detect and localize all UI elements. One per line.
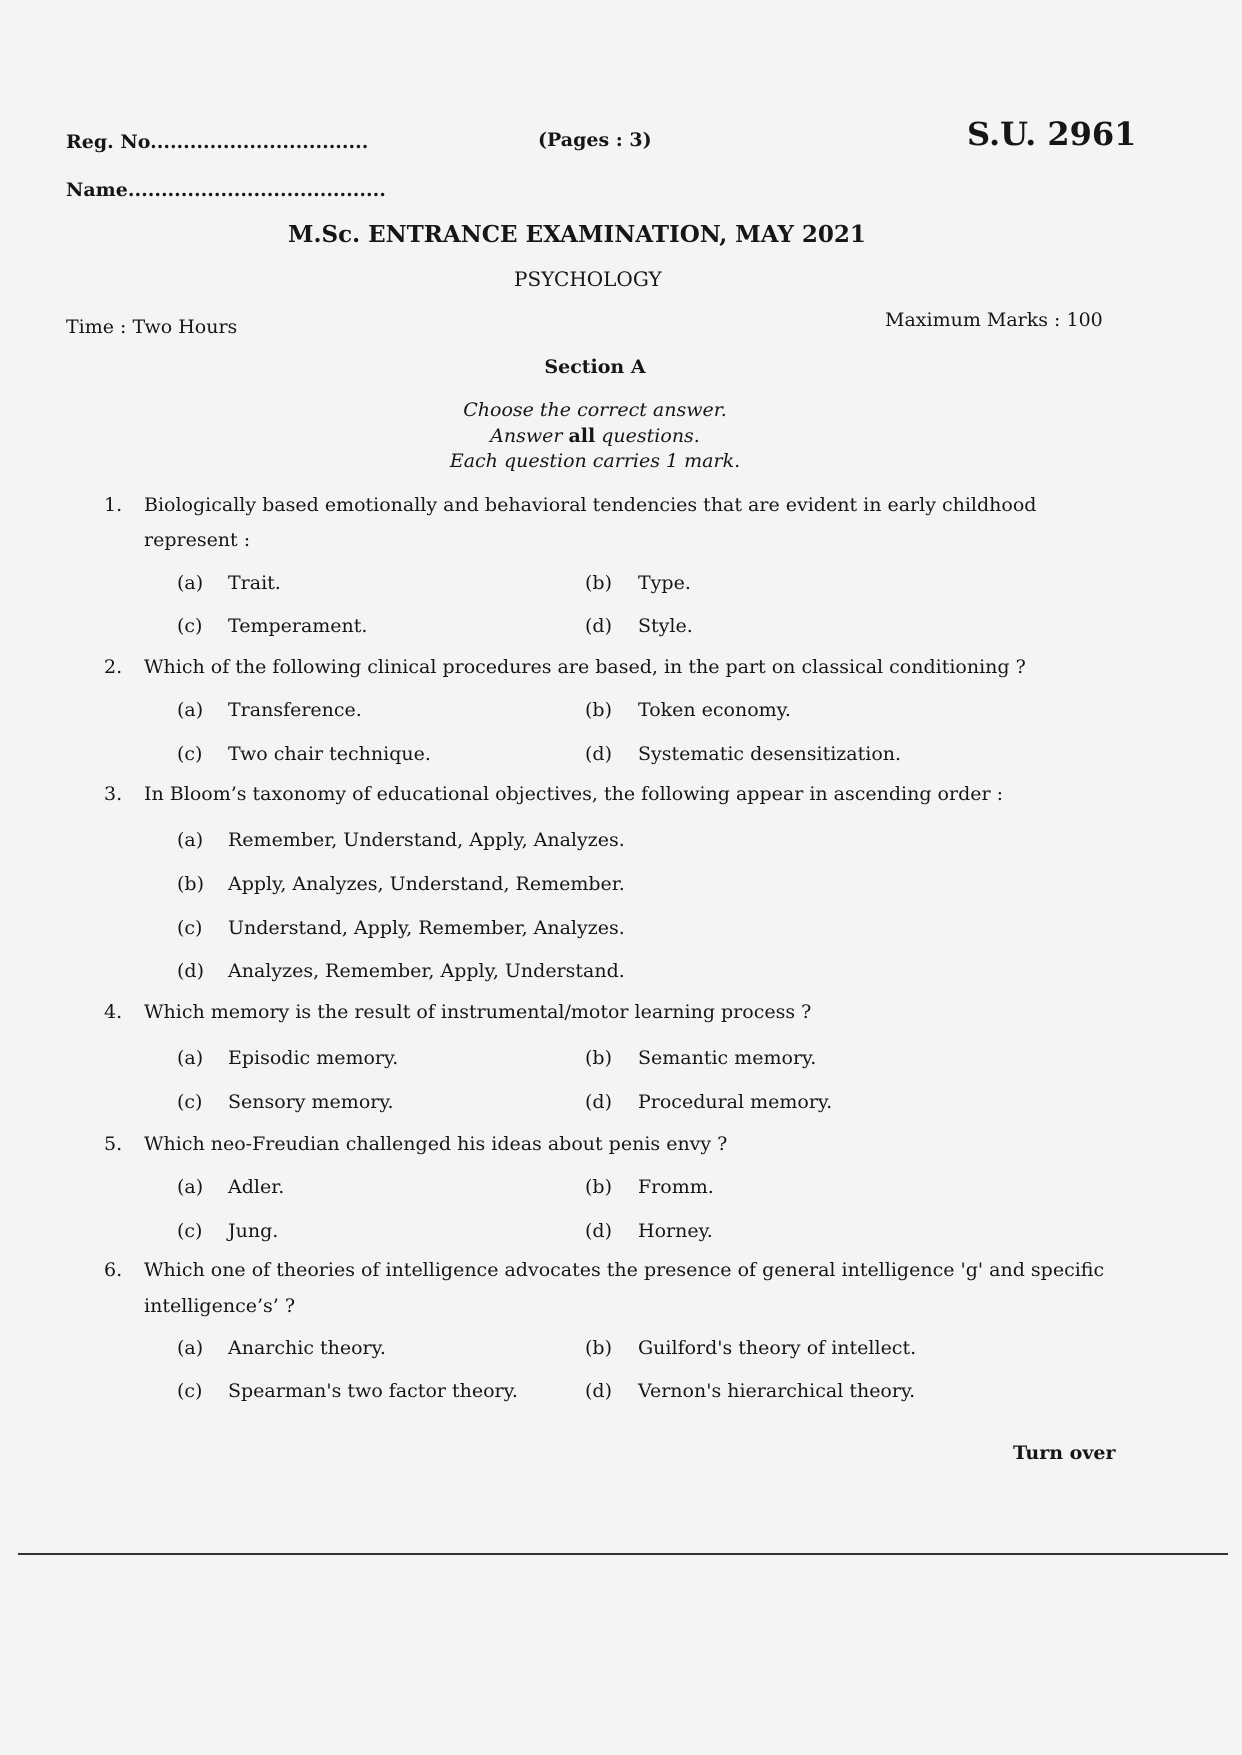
option-label: (d): [585, 1091, 612, 1113]
option-text: Adler.: [228, 1176, 285, 1198]
pages-count: (Pages : 3): [538, 129, 652, 151]
option-text: Apply, Analyzes, Understand, Remember.: [228, 873, 625, 895]
option-text: Transference.: [228, 699, 362, 721]
turn-over: Turn over: [1013, 1442, 1116, 1464]
option-label: (a): [177, 699, 204, 721]
question-number: 2.: [104, 656, 123, 678]
reg-no-field: Reg. No.................................: [66, 131, 369, 153]
option-text: Style.: [638, 615, 693, 637]
option-text: Guilford's theory of intellect.: [638, 1337, 917, 1359]
bottom-rule: [18, 1553, 1228, 1555]
instruction-3: Each question carries 1 mark.: [449, 450, 741, 472]
option-label: (c): [177, 917, 203, 939]
option-label: (b): [585, 1337, 612, 1359]
option-label: (b): [585, 1047, 612, 1069]
option-label: (b): [585, 572, 612, 594]
option-label: (c): [177, 615, 203, 637]
question-number: 3.: [104, 783, 123, 805]
option-text: Vernon's hierarchical theory.: [638, 1380, 916, 1402]
option-text: Sensory memory.: [228, 1091, 394, 1113]
option-text: Fromm.: [638, 1176, 714, 1198]
option-label: (c): [177, 1220, 203, 1242]
option-label: (a): [177, 829, 204, 851]
option-label: (c): [177, 1091, 203, 1113]
option-text: Two chair technique.: [228, 743, 431, 765]
option-label: (a): [177, 572, 204, 594]
instruction-1: Choose the correct answer.: [463, 399, 727, 421]
option-text: Semantic memory.: [638, 1047, 817, 1069]
option-text: Jung.: [228, 1220, 279, 1242]
option-label: (d): [585, 743, 612, 765]
question-text-continued: represent :: [144, 529, 251, 551]
option-text: Anarchic theory.: [228, 1337, 386, 1359]
option-text: Systematic desensitization.: [638, 743, 902, 765]
option-text: Understand, Apply, Remember, Analyzes.: [228, 917, 625, 939]
question-text: Biologically based emotionally and behavioral tendencies that are evident in early childhood: [144, 494, 1037, 516]
question-number: 1.: [104, 494, 123, 516]
question-number: 5.: [104, 1133, 123, 1155]
instruction-2: [0, 427, 1190, 446]
question-number: 4.: [104, 1001, 123, 1023]
instruction-2-post: questions.: [595, 425, 700, 447]
option-label: (c): [177, 1380, 203, 1402]
question-text: Which neo-Freudian challenged his ideas about penis envy ?: [144, 1133, 728, 1155]
option-label: (a): [177, 1176, 204, 1198]
question-text: Which of the following clinical procedures are based, in the part on classical conditioning ?: [144, 656, 1026, 678]
exam-title: M.Sc. ENTRANCE EXAMINATION, MAY 2021: [288, 221, 866, 248]
option-text: Trait.: [228, 572, 281, 594]
option-label: (b): [585, 699, 612, 721]
option-text: Temperament.: [228, 615, 368, 637]
option-text: Episodic memory.: [228, 1047, 399, 1069]
option-label: (d): [585, 1220, 612, 1242]
question-number: 6.: [104, 1259, 123, 1281]
option-label: (b): [177, 873, 204, 895]
option-label: (a): [177, 1047, 204, 1069]
question-text: Which memory is the result of instrumental/motor learning process ?: [144, 1001, 812, 1023]
option-label: (c): [177, 743, 203, 765]
subject: PSYCHOLOGY: [514, 267, 662, 291]
option-label: (d): [177, 960, 204, 982]
option-label: (b): [585, 1176, 612, 1198]
option-label: (d): [585, 1380, 612, 1402]
time-allowed: Time : Two Hours: [66, 316, 238, 338]
option-text: Spearman's two factor theory.: [228, 1380, 518, 1402]
question-text-continued: intelligence’s’ ?: [144, 1295, 296, 1317]
option-text: Type.: [638, 572, 691, 594]
paper-code: S.U. 2961: [967, 115, 1137, 153]
section-heading: Section A: [544, 356, 646, 378]
option-text: Horney.: [638, 1220, 713, 1242]
option-label: (d): [585, 615, 612, 637]
question-text: Which one of theories of intelligence advocates the presence of general intelligence 'g' and specific: [144, 1259, 1105, 1281]
option-text: Procedural memory.: [638, 1091, 833, 1113]
question-text: In Bloom’s taxonomy of educational objectives, the following appear in ascending order :: [144, 783, 1004, 805]
option-text: Token economy.: [638, 699, 791, 721]
instruction-2-pre: Answer: [490, 425, 569, 447]
name-field: Name.......................................: [66, 179, 386, 201]
option-text: Analyzes, Remember, Apply, Understand.: [228, 960, 625, 982]
option-text: Remember, Understand, Apply, Analyzes.: [228, 829, 625, 851]
option-label: (a): [177, 1337, 204, 1359]
max-marks: Maximum Marks : 100: [885, 309, 1103, 331]
instruction-2-bold: all: [568, 425, 596, 447]
